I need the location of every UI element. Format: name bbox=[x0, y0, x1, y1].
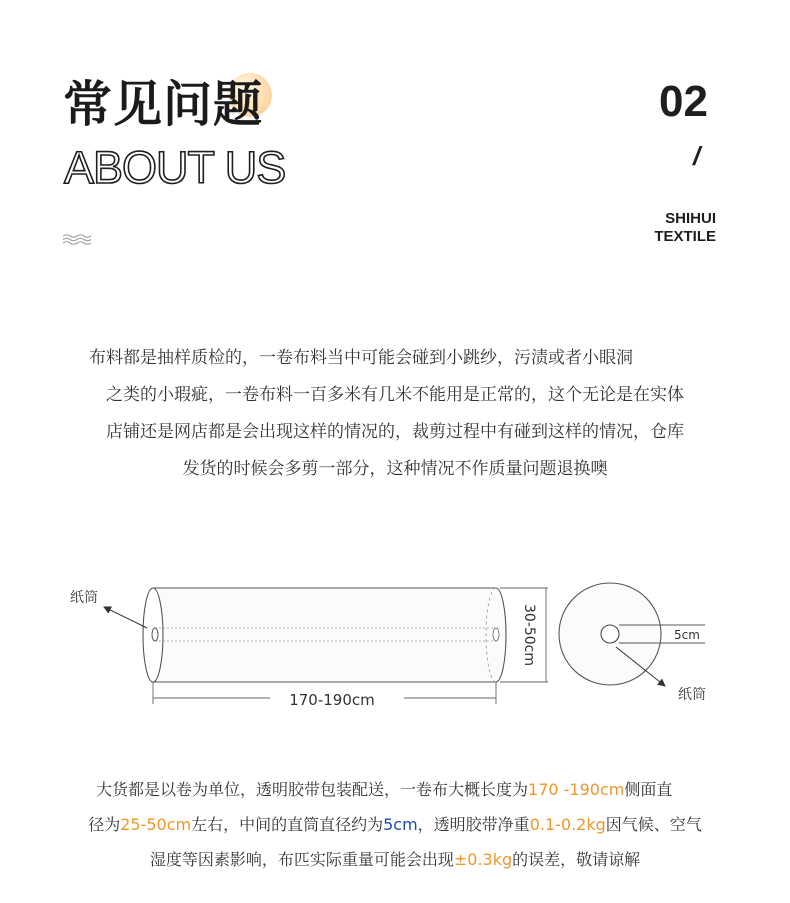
brand-line: SHIHUI bbox=[665, 210, 716, 227]
brand-line: TEXTILE bbox=[654, 228, 716, 245]
details-text: 大货都是以卷为单位，透明胶带包装配送，一卷布大概长度为 bbox=[96, 780, 529, 799]
section-number: 02 bbox=[659, 77, 708, 126]
details-text: 湿度等因素影响，布匹实际重量可能会出现 bbox=[149, 850, 454, 869]
length-label: 170-190cm bbox=[289, 691, 375, 709]
page-title: 常见问题 bbox=[63, 76, 264, 133]
roll-end-view bbox=[559, 583, 706, 703]
tube-label-end: 纸筒 bbox=[678, 687, 706, 703]
tape-weight-value: 0.1-0.2kg bbox=[529, 815, 606, 834]
details-text: ，透明胶带净重 bbox=[417, 815, 530, 834]
diameter-label: 30-50cm bbox=[521, 603, 537, 667]
intro-line: 之类的小瑕疵，一卷布料一百多米有几米不能用是正常的，这个无论是在实体 bbox=[106, 385, 684, 405]
tube-label-side: 纸筒 bbox=[70, 590, 98, 606]
core-right-end bbox=[493, 628, 499, 641]
details-text: 侧面直 bbox=[624, 780, 673, 799]
roll-body bbox=[153, 588, 506, 682]
page-subtitle: ABOUT US bbox=[64, 142, 286, 193]
details-text: 左右，中间的直筒直径约为 bbox=[191, 815, 384, 834]
length-value: 170 -190cm bbox=[528, 780, 625, 799]
diameter-value: 25-50cm bbox=[120, 815, 192, 834]
wave-icon bbox=[62, 233, 92, 245]
tube-arrow-side bbox=[104, 607, 147, 628]
details-text: 径为 bbox=[88, 815, 121, 834]
fabric-roll-diagram bbox=[0, 570, 790, 745]
core-circle bbox=[601, 625, 619, 643]
intro-line: 店铺还是网店都是会出现这样的情况的，裁剪过程中有碰到这样的情况，仓库 bbox=[106, 422, 684, 442]
details-paragraph bbox=[40, 772, 750, 877]
details-line bbox=[40, 842, 750, 877]
details-line bbox=[40, 807, 750, 842]
core-left-hole bbox=[152, 628, 158, 641]
roll-side-view bbox=[70, 588, 548, 709]
details-text: 因气候、空气 bbox=[605, 815, 702, 834]
details-text: 的误差，敬请谅解 bbox=[512, 850, 641, 869]
intro-paragraph bbox=[53, 340, 737, 488]
core-diameter-label: 5cm bbox=[674, 628, 700, 642]
tolerance-value: ±0.3kg bbox=[453, 850, 513, 869]
section-slash: / bbox=[693, 141, 701, 171]
details-line bbox=[40, 772, 750, 807]
core-value: 5cm bbox=[383, 815, 418, 834]
intro-line: 布料都是抽样质检的，一卷布料当中可能会碰到小跳纱，污渍或者小眼洞 bbox=[89, 348, 633, 368]
brand-name bbox=[630, 210, 716, 246]
intro-line: 发货的时候会多剪一部分，这种情况不作质量问题退换噢 bbox=[182, 459, 608, 479]
